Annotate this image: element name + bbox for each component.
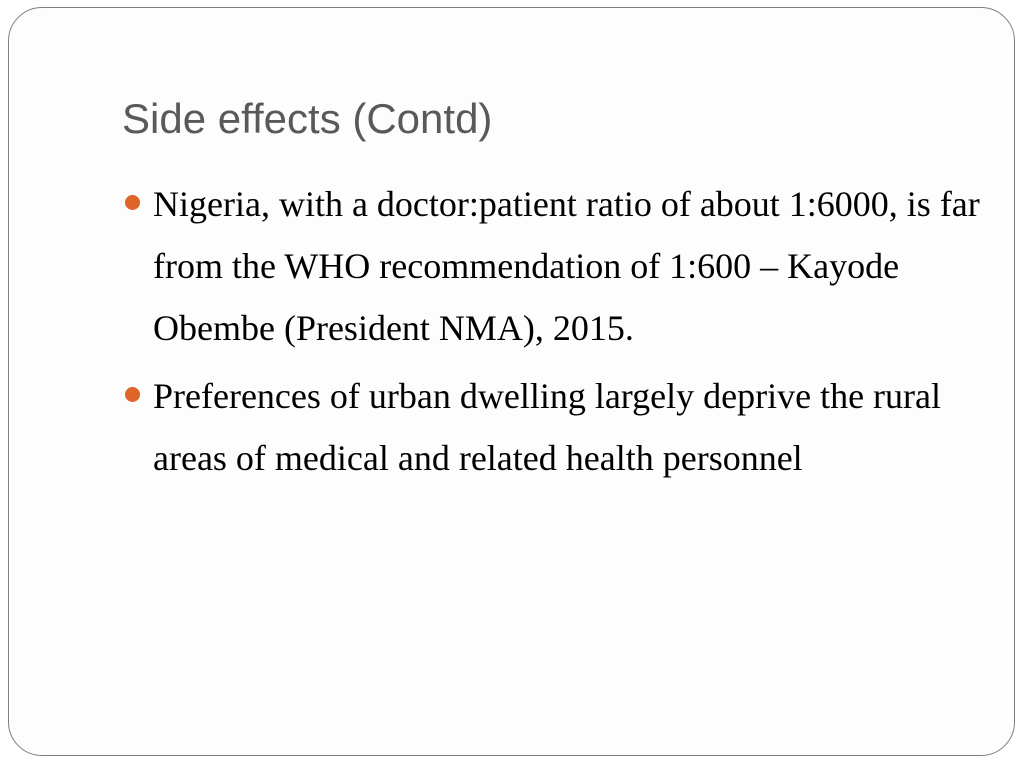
- bullet-text: Nigeria, with a doctor:patient ratio of about 1:6000, is far from the WHO recommendation of 1:600 – Kayode Obembe (President NMA), 2015.: [153, 184, 980, 348]
- bullet-list: [121, 173, 981, 495]
- bullet-dot-icon: [125, 195, 140, 210]
- slide-title: Side effects (Contd): [122, 95, 493, 142]
- bullet-dot-icon: [125, 387, 140, 402]
- slide-frame: [8, 7, 1015, 756]
- bullet-text: Preferences of urban dwelling largely deprive the rural areas of medical and related health personnel: [153, 376, 942, 478]
- bullet-item: [121, 173, 981, 359]
- bullet-item: [121, 365, 981, 489]
